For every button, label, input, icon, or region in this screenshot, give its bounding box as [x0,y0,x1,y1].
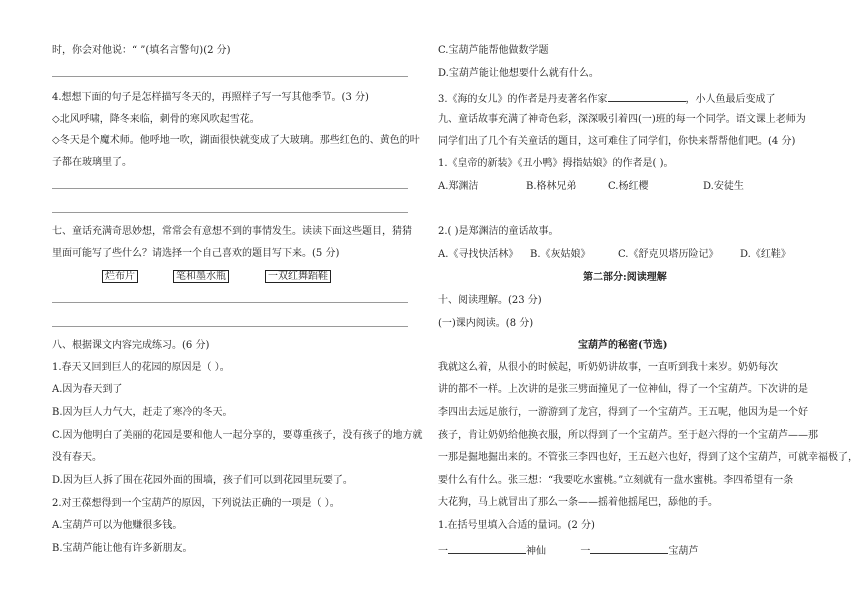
q7-tag-3: 一双红舞蹈鞋 [265,270,331,284]
q10-title: 十、阅读理解。(23 分) [438,295,542,306]
reading-q1-word-2: 宝葫芦 [668,546,699,557]
q9-2-option-b: B.《灰姑娘》 [530,249,591,260]
q8-2: 2.对王葆想得到一个宝葫芦的原因，下列说法正确的一项是（ ）。 [52,498,340,509]
q8-2-option-a: A.宝葫芦可以为他赚很多钱。 [52,520,183,531]
passage-line: 讲的都不一样。上次讲的是张三劈面撞见了一位神仙，得了一个宝葫芦。下次讲的是 [438,384,808,395]
q9-2-option-a: A.《寻找快活林》 [438,249,519,260]
q6-tail: 时，你会对他说：“ ”(填名言警句)(2 分) [52,45,231,56]
q9-2-option-c: C.《舒克贝塔历险记》 [618,249,719,260]
answer-line[interactable] [52,326,408,327]
part2-heading: 第二部分:阅读理解 [583,272,667,283]
q8-1-option-b: B.因为巨人力气大，赶走了寒冷的冬天。 [52,407,233,418]
q8-title: 八、根据课文内容完成练习。(6 分) [52,340,210,351]
q4-title: 4.想想下面的句子是怎样描写冬天的，再照样子写一写其他季节。(3 分) [52,92,369,103]
answer-line[interactable] [52,188,408,189]
q8-1-option-a: A.因为春天到了 [52,384,123,395]
q8-1-option-d: D.因为巨人拆了围在花园外面的围墙，孩子们可以到花园里玩要了。 [52,475,353,486]
answer-blank[interactable] [608,90,686,102]
passage-title: 宝葫芦的秘密(节选) [578,340,668,351]
answer-line[interactable] [52,302,408,303]
q8-1: 1.春天又回到巨人的花园的原因是（ ）。 [52,362,230,373]
q7-prompt-a: 七、童话充满奇思妙想，常常会有意想不到的事情发生。读读下面这些题目，猜猜 [52,226,412,237]
answer-blank[interactable] [448,542,526,554]
q9-1: 1.《皇帝的新装》《丑小鸭》拇指姑娘》的作者是( )。 [438,158,674,169]
q4-example-2a: ◇冬天是个魔术师。他呼地一吹，湖面很快就变成了大玻璃。那些红色的、黄色的叶 [52,135,420,146]
q4-example-1: ◇北风呼啸，降冬来临，刺骨的寒风吹起雪花。 [52,114,260,125]
passage-line: 要什么有什么。张三想：“我要吃水蜜桃。”立刻就有一盘水蜜桃。李四希望有一条 [438,475,794,486]
reading-q1-prefix-1: 一 [438,546,448,557]
q8-3 [438,90,776,107]
reading-q1-prefix-2: 一 [580,546,591,557]
q9-intro-b: 同学们出了几个有关童话的题目，这可难住了同学们，你快来帮帮他们吧。(4 分) [438,136,796,147]
q9-1-option-d: D.安徒生 [703,181,744,192]
q9-1-option-a: A.郑渊洁 [438,181,479,192]
q8-3-part-b: ，小人鱼最后变成了 [685,94,776,105]
q9-1-option-c: C.杨红樱 [608,181,649,192]
reading-q1-blanks [438,542,698,559]
q9-intro-a: 九、童话故事充满了神奇色彩，深深吸引着四(一)班的每一个同学。语文课上老师为 [438,114,806,125]
passage-line: 我就这么着，从很小的时候起，听奶奶讲故事，一直听到我十来岁。奶奶每次 [438,362,778,373]
q7-tag-2: 笔和墨水瓶 [173,270,229,284]
q8-2-option-c: C.宝葫芦能帮他做数学题 [438,45,549,56]
q9-2-option-d: D.《红鞋》 [740,249,791,260]
q8-1-option-c-b: 没有春天。 [52,452,102,463]
passage-line: 大花狗，马上就冒出了那么一条——摇着他摇尾巴，舔他的手。 [438,497,718,508]
q9-1-option-b: B.格林兄弟 [526,181,577,192]
answer-line[interactable] [52,76,408,77]
reading-q1: 1.在括号里填入合适的量词。(2 分) [438,520,595,531]
q7-tag-1: 烂布片 [102,270,138,284]
passage-line: 李四出去远足旅行，一游游到了龙宫，得到了一个宝葫芦。王五呢，他因为是一个好 [438,407,808,418]
q8-3-part-a: 3.《海的女儿》的作者是丹麦著名作家 [438,94,608,105]
passage-line: 一那是掘地掘出来的。不管张三李四也好，王五赵六也好，得到了这个宝葫芦，可就幸福极了， [438,452,858,463]
passage-line: 孩子，肯让奶奶给他换衣服，所以得到了一个宝葫芦。至于赵六得的一个宝葫芦——那 [438,430,818,441]
q7-prompt-b: 里面可能写了些什么？请选择一个自己喜欢的题目写下来。(5 分) [52,248,340,259]
q8-2-option-d: D.宝葫芦能让他想要什么就有什么。 [438,68,599,79]
q8-2-option-b: B.宝葫芦能让他有许多新朋友。 [52,543,193,554]
q9-2: 2.( )是郑渊洁的童话故事。 [438,226,559,237]
q10-1-title: (一)课内阅读。(8 分) [438,318,534,329]
answer-blank[interactable] [590,542,668,554]
q4-example-2b: 子都在玻璃里了。 [52,157,132,168]
q8-1-option-c-a: C.因为他明白了美丽的花园是要和他人一起分享的，要尊重孩子，没有孩子的地方就 [52,430,423,441]
reading-q1-word-1: 神仙 [526,546,546,557]
answer-line[interactable] [52,212,408,213]
